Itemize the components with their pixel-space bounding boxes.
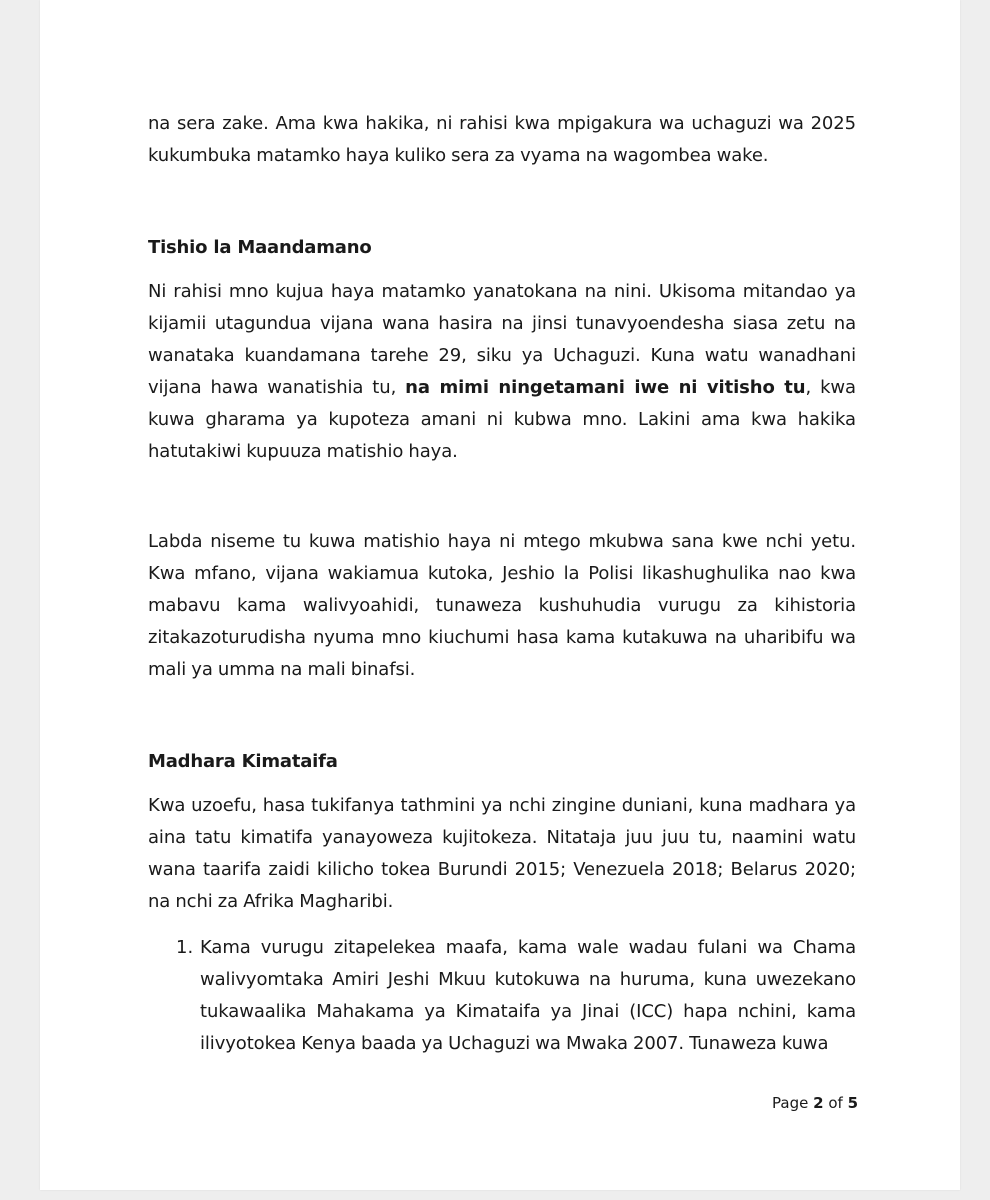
paragraph-international: Kwa uzoefu, hasa tukifanya tathmini ya nchi zingine duniani, kuna madhara ya aina tatu kimatifa yanayoweza kujitokeza. Nitataja juu juu tu, naamini watu wana taarifa zaidi kilicho tokea Burundi 2015; Venezuela 2018; Belarus 2020; na nchi za Afrika Magharibi. [148,795,856,912]
page-number-footer [772,1094,858,1112]
document-page [40,0,960,1190]
paragraph-threat-text-b: , kwa kuwa gharama ya kupoteza amani ni kubwa mno. Lakini ama kwa hakika hatutakiwi kupuuza matishio haya. [148,377,856,462]
heading-madhara-kimataifa: Madhara Kimataifa [148,751,338,772]
paragraph-threat-text-a: Ni rahisi mno kujua haya matamko yanatokana na nini. Ukisoma mitandao ya kijamii utagundua vijana wana hasira na jinsi tunavyoendesha siasa zetu na wanataka kuandamana tarehe 29, siku ya Uchaguzi. Kuna watu wanadhani vijana hawa wanatishia tu, [148,281,856,398]
list-item-number: 1. [176,937,194,958]
list-item-text: Kama vurugu zitapelekea maafa, kama wale wadau fulani wa Chama walivyomtaka Amiri Jeshi Mkuu kutokuwa na huruma, kuna uwezekano tukawaalika Mahakama ya Kimataifa ya Jinai (ICC) hapa nchini, kama ilivyotokea Kenya baada ya Uchaguzi wa Mwaka 2007. Tunaweza kuwa [200,937,856,1054]
paragraph-threat [148,276,856,468]
page-content [148,108,856,1060]
paragraph-intro: na sera zake. Ama kwa hakika, ni rahisi kwa mpigakura wa uchaguzi wa 2025 kukumbuka matamko haya kuliko sera za vyama na wagombea wake. [148,113,856,166]
of-label: of [828,1094,843,1112]
list-item [176,932,856,1060]
heading-tishio-la-maandamano: Tishio la Maandamano [148,237,372,258]
paragraph-trap: Labda niseme tu kuwa matishio haya ni mtego mkubwa sana kwe nchi yetu. Kwa mfano, vijana wakiamua kutoka, Jeshio la Polisi likashughulika nao kwa mabavu kama walivyoahidi, tunaweza kushuhudia vurugu za kihistoria zitakazoturudisha nyuma mno kiuchumi hasa kama kutakuwa na uharibifu wa mali ya umma na mali binafsi. [148,531,856,680]
total-pages: 5 [847,1094,859,1112]
page-label: Page [772,1094,809,1112]
paragraph-threat-bold: na mimi ningetamani iwe ni vitisho tu [405,377,806,398]
current-page: 2 [813,1094,824,1112]
